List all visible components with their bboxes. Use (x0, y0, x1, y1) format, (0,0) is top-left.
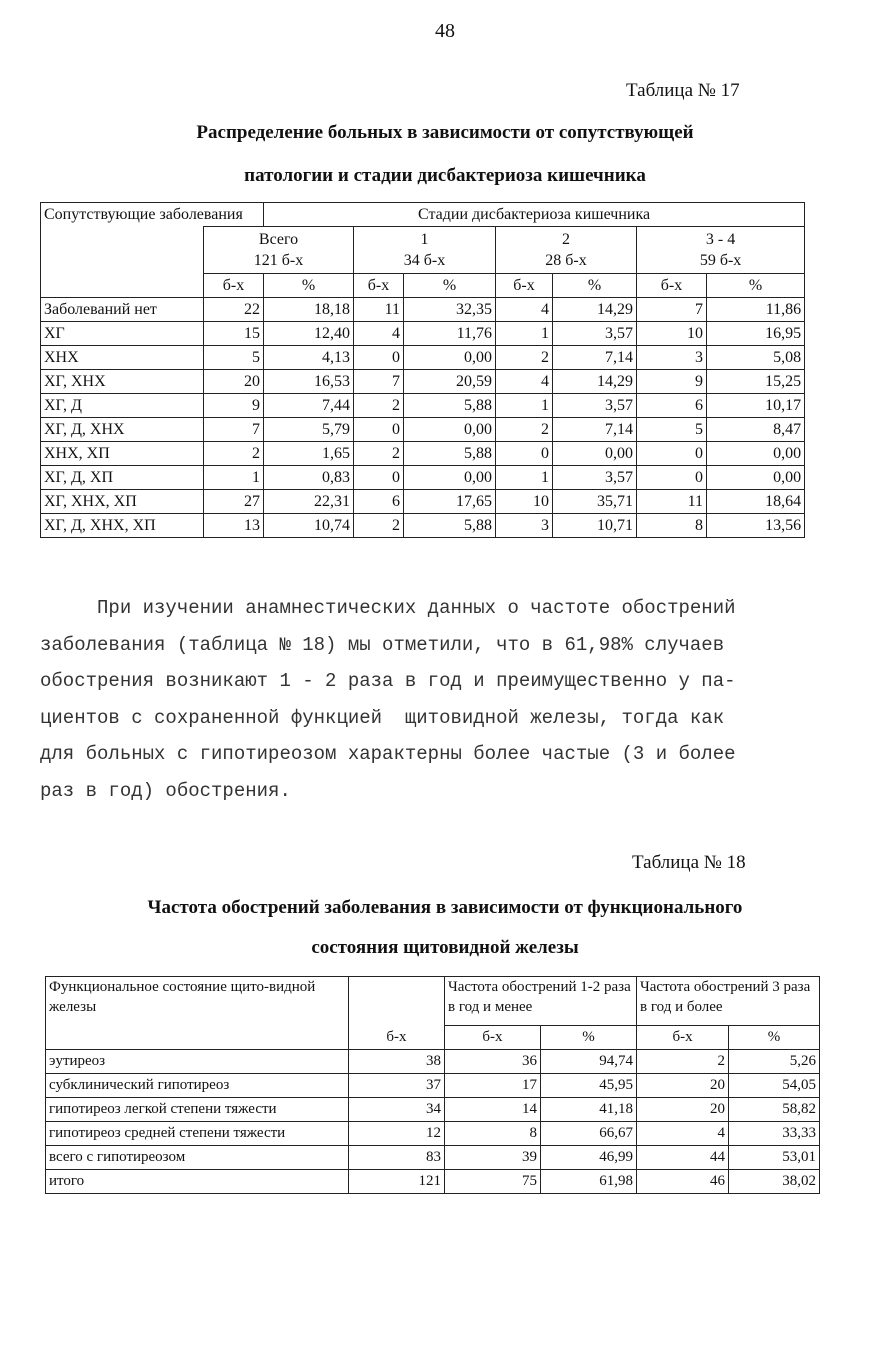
table17-cell: 10,74 (264, 514, 354, 538)
table18-cell: 66,67 (541, 1122, 637, 1146)
table18-cell: 54,05 (729, 1074, 820, 1098)
table17-cell: 3 (637, 346, 707, 370)
table18-header-freq2: Частота обострений 3 раза в год и более (637, 977, 820, 1026)
table17-row-label: Заболеваний нет (41, 298, 204, 322)
table17-cell: 11 (354, 298, 404, 322)
table17-cell: 4,13 (264, 346, 354, 370)
table18-row (46, 1050, 820, 1074)
table18-cell: 46 (637, 1170, 729, 1194)
table18-cell: 94,74 (541, 1050, 637, 1074)
table17-row-label: ХНХ (41, 346, 204, 370)
table17-cell: 16,53 (264, 370, 354, 394)
table17-cell: 18,18 (264, 298, 354, 322)
table17-cell: 0 (354, 418, 404, 442)
table17-title-line1: Распределение больных в зависимости от сопутствующей (196, 122, 694, 143)
table18-cell: 14 (445, 1098, 541, 1122)
table18-header-blank (349, 977, 445, 1026)
paragraph-line: для больных с гипотиреозом характерны более частые (3 и более (40, 743, 736, 765)
table17-cell: 10 (496, 490, 553, 514)
table18-cell: 12 (349, 1122, 445, 1146)
table17-unit-pct: % (707, 274, 805, 298)
paragraph-line: обострения возникают 1 - 2 раза в год и преимущественно у па- (40, 670, 736, 692)
table17-row (41, 322, 805, 346)
table17-cell: 1 (496, 466, 553, 490)
table17-header-blank (41, 227, 204, 274)
table17-row-label: ХГ, Д, ХНХ, ХП (41, 514, 204, 538)
table17-cell: 18,64 (707, 490, 805, 514)
table17-cell: 1,65 (264, 442, 354, 466)
table18-cell: 4 (637, 1122, 729, 1146)
table17-cell: 17,65 (404, 490, 496, 514)
table17-cell: 2 (354, 394, 404, 418)
table18-header-freq1: Частота обострений 1-2 раза в год и менее (445, 977, 637, 1026)
paragraph-line: циентов с сохраненной функцией щитовидной железы, тогда как (40, 706, 725, 729)
table17-cell: 0 (496, 442, 553, 466)
table18-unit-n: б-х (637, 1026, 729, 1050)
table18-cell: 75 (445, 1170, 541, 1194)
table18-cell: 5,26 (729, 1050, 820, 1074)
table18-cell: 46,99 (541, 1146, 637, 1170)
table17-cell: 12,40 (264, 322, 354, 346)
table17-cell: 3,57 (553, 466, 637, 490)
table18-unit-pct: % (729, 1026, 820, 1050)
table17-row (41, 346, 805, 370)
table17-cell: 11,76 (404, 322, 496, 346)
table17-cell: 2 (354, 442, 404, 466)
table17-cell: 15 (204, 322, 264, 346)
table18-row-label: эутиреоз (46, 1050, 349, 1074)
table18-cell: 53,01 (729, 1146, 820, 1170)
table17-cell: 11 (637, 490, 707, 514)
table17-cell: 8 (637, 514, 707, 538)
table18-cell: 17 (445, 1074, 541, 1098)
table18-cell: 58,82 (729, 1098, 820, 1122)
table18-cell: 83 (349, 1146, 445, 1170)
table17-cell: 2 (354, 514, 404, 538)
table17-header-stages: Стадии дисбактериоза кишечника (264, 203, 805, 227)
table17-cell: 5,88 (404, 514, 496, 538)
table17-group-stage1: 1 34 б-х (354, 227, 496, 274)
table17-cell: 20,59 (404, 370, 496, 394)
table17-unit-pct: % (404, 274, 496, 298)
table17-cell: 6 (354, 490, 404, 514)
table17-unit-pct: % (264, 274, 354, 298)
table17-cell: 5 (204, 346, 264, 370)
table17-cell: 9 (637, 370, 707, 394)
table17-unit-n: б-х (496, 274, 553, 298)
table17-row (41, 394, 805, 418)
table17-row-label: ХГ (41, 322, 204, 346)
table17-unit-n: б-х (637, 274, 707, 298)
table17-cell: 1 (204, 466, 264, 490)
table17-cell: 1 (496, 394, 553, 418)
table17-cell: 7 (637, 298, 707, 322)
table17-cell: 5,88 (404, 442, 496, 466)
table17-cell: 4 (496, 370, 553, 394)
table18-cell: 20 (637, 1074, 729, 1098)
table17-cell: 9 (204, 394, 264, 418)
table17-cell: 2 (204, 442, 264, 466)
table18-row (46, 1074, 820, 1098)
table18-title-line2: состояния щитовидной железы (311, 937, 579, 958)
table17-cell: 6 (637, 394, 707, 418)
table18-cell: 34 (349, 1098, 445, 1122)
table17-cell: 0,00 (553, 442, 637, 466)
table18-unit-n: б-х (349, 1026, 445, 1050)
table17-cell: 7 (354, 370, 404, 394)
table17-cell: 13,56 (707, 514, 805, 538)
table17-row-label: ХНХ, ХП (41, 442, 204, 466)
table17-row (41, 370, 805, 394)
table18-row-label: гипотиреоз средней степени тяжести (46, 1122, 349, 1146)
table17-row (41, 466, 805, 490)
table17-title-line2: патологии и стадии дисбактериоза кишечника (244, 165, 646, 186)
table18-label: Таблица № 18 (632, 852, 746, 873)
table18-unit-n: б-х (445, 1026, 541, 1050)
table17-cell: 22 (204, 298, 264, 322)
table17-cell: 10,17 (707, 394, 805, 418)
table18-cell: 33,33 (729, 1122, 820, 1146)
paragraph-line: раз в год) обострения. (40, 779, 291, 802)
table17-header-disease: Сопутствующие заболевания (41, 203, 264, 227)
table18-row (46, 1122, 820, 1146)
table17-label: Таблица № 17 (626, 80, 740, 101)
table17-cell: 35,71 (553, 490, 637, 514)
table18-cell: 61,98 (541, 1170, 637, 1194)
table18-row (46, 1146, 820, 1170)
table17-group-stage2: 2 28 б-х (496, 227, 637, 274)
table17-cell: 3 (496, 514, 553, 538)
table17-cell: 2 (496, 418, 553, 442)
table17-unit-n: б-х (204, 274, 264, 298)
table17-row (41, 514, 805, 538)
table17-row (41, 298, 805, 322)
table17-cell: 10,71 (553, 514, 637, 538)
table17-cell: 2 (496, 346, 553, 370)
table17-header-blank (41, 274, 204, 298)
table17-cell: 1 (496, 322, 553, 346)
table18-cell: 38 (349, 1050, 445, 1074)
table17-cell: 0,00 (707, 442, 805, 466)
table18-header-state: Функциональное состояние щито-видной железы (46, 977, 349, 1026)
table17-cell: 0 (354, 466, 404, 490)
table17-cell: 3,57 (553, 322, 637, 346)
table17-cell: 0 (354, 346, 404, 370)
table18-row-label: гипотиреоз легкой степени тяжести (46, 1098, 349, 1122)
table17-cell: 27 (204, 490, 264, 514)
table17-cell: 20 (204, 370, 264, 394)
table17-row-label: ХГ, ХНХ, ХП (41, 490, 204, 514)
table17-row-label: ХГ, Д, ХП (41, 466, 204, 490)
table17-cell: 13 (204, 514, 264, 538)
table18-cell: 2 (637, 1050, 729, 1074)
body-paragraph (40, 590, 850, 809)
table17-unit-pct: % (553, 274, 637, 298)
table18-row (46, 1170, 820, 1194)
table17 (40, 202, 805, 538)
table17-cell: 32,35 (404, 298, 496, 322)
table17-cell: 4 (496, 298, 553, 322)
table18-cell: 8 (445, 1122, 541, 1146)
table18-cell: 39 (445, 1146, 541, 1170)
table17-cell: 7,14 (553, 346, 637, 370)
table17-row (41, 490, 805, 514)
table17-cell: 0 (637, 442, 707, 466)
table18-cell: 44 (637, 1146, 729, 1170)
table17-cell: 7,44 (264, 394, 354, 418)
table17-row (41, 442, 805, 466)
paragraph-line: При изучении анамнестических данных о частоте обострений (40, 597, 736, 619)
table17-cell: 8,47 (707, 418, 805, 442)
table17-cell: 0,83 (264, 466, 354, 490)
table17-cell: 10 (637, 322, 707, 346)
table17-cell: 5 (637, 418, 707, 442)
table18-row-label: итого (46, 1170, 349, 1194)
table17-cell: 0,00 (404, 346, 496, 370)
table18-cell: 45,95 (541, 1074, 637, 1098)
table17-cell: 3,57 (553, 394, 637, 418)
table18 (45, 976, 820, 1194)
table17-group-stage34: 3 - 4 59 б-х (637, 227, 805, 274)
table18-cell: 36 (445, 1050, 541, 1074)
table17-row-label: ХГ, Д (41, 394, 204, 418)
table17-unit-n: б-х (354, 274, 404, 298)
table17-cell: 14,29 (553, 370, 637, 394)
table17-cell: 5,88 (404, 394, 496, 418)
table17-cell: 22,31 (264, 490, 354, 514)
table18-header-blank (46, 1026, 349, 1050)
paragraph-line: заболевания (таблица № 18) мы отметили, что в 61,98% случаев (40, 633, 725, 656)
table17-cell: 0,00 (707, 466, 805, 490)
table18-row (46, 1098, 820, 1122)
table18-cell: 20 (637, 1098, 729, 1122)
table18-cell: 37 (349, 1074, 445, 1098)
table17-cell: 14,29 (553, 298, 637, 322)
table18-title-line1: Частота обострений заболевания в зависимости от функционального (147, 897, 743, 918)
table17-cell: 5,08 (707, 346, 805, 370)
table17-row-label: ХГ, Д, ХНХ (41, 418, 204, 442)
table17-cell: 11,86 (707, 298, 805, 322)
table17-cell: 7,14 (553, 418, 637, 442)
table17-group-total: Всего 121 б-х (204, 227, 354, 274)
table17-cell: 16,95 (707, 322, 805, 346)
table17-cell: 7 (204, 418, 264, 442)
table18-cell: 38,02 (729, 1170, 820, 1194)
page-number: 48 (435, 20, 455, 42)
table18-cell: 121 (349, 1170, 445, 1194)
table17-cell: 0,00 (404, 418, 496, 442)
table17-cell: 15,25 (707, 370, 805, 394)
table18-unit-pct: % (541, 1026, 637, 1050)
table17-cell: 0 (637, 466, 707, 490)
table18-row-label: всего с гипотиреозом (46, 1146, 349, 1170)
table18-cell: 41,18 (541, 1098, 637, 1122)
table17-row-label: ХГ, ХНХ (41, 370, 204, 394)
table17-cell: 0,00 (404, 466, 496, 490)
table18-row-label: субклинический гипотиреоз (46, 1074, 349, 1098)
table17-row (41, 418, 805, 442)
table17-cell: 4 (354, 322, 404, 346)
table17-cell: 5,79 (264, 418, 354, 442)
